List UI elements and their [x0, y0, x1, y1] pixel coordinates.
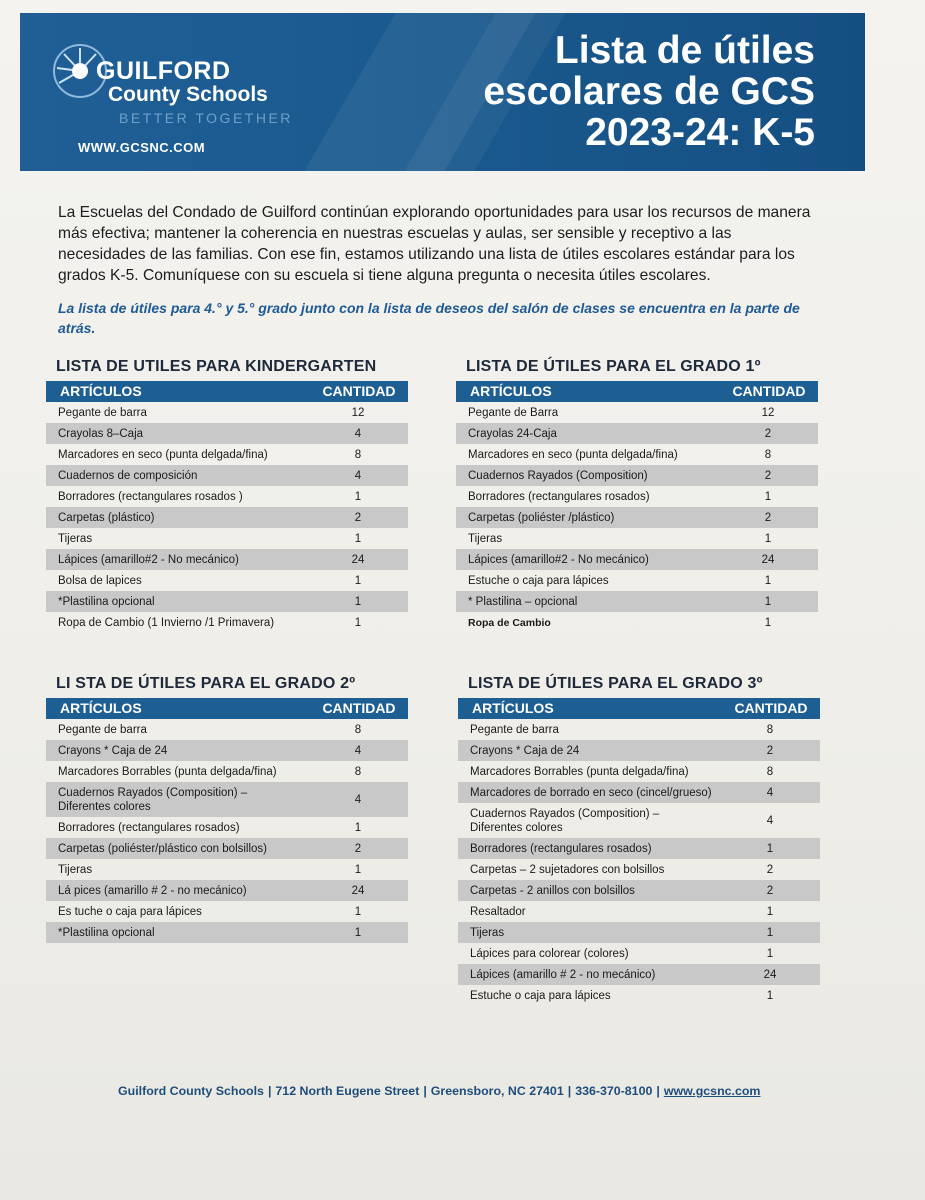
item-quantity: 1: [764, 490, 772, 503]
item-quantity: 4: [354, 469, 362, 482]
item-name: Cuadernos Rayados (Composition): [468, 469, 648, 482]
item-quantity: 12: [761, 406, 775, 419]
table-row: [46, 817, 408, 838]
item-quantity: 1: [764, 532, 772, 545]
item-name: Cuadernos Rayados (Composition) – Diferentes colores: [58, 786, 248, 813]
item-name: *Plastilina opcional: [58, 595, 155, 608]
table-header: [46, 698, 408, 719]
table-row: [46, 591, 408, 612]
item-name: Tijeras: [58, 532, 93, 545]
item-name: Ropa de Cambio (1 Invierno /1 Primavera): [58, 616, 275, 629]
column-header-quantity: CANTIDAD: [732, 383, 806, 399]
item-quantity: 2: [764, 469, 772, 482]
title-line: escolares de GCS: [483, 70, 815, 113]
header-banner: [20, 13, 865, 171]
table-row: [458, 922, 820, 943]
item-quantity: 2: [354, 842, 362, 855]
column-header-quantity: CANTIDAD: [322, 383, 396, 399]
back-page-note: La lista de útiles para 4.° y 5.° grado junto con la lista de deseos del salón de clases se encuentra en la parte de atrás.: [58, 300, 800, 336]
table-row: [46, 402, 408, 423]
item-name: Tijeras: [468, 532, 503, 545]
item-name: Pegante de barra: [470, 723, 559, 736]
item-name: Borradores (rectangulares rosados): [468, 490, 650, 503]
item-quantity: 24: [761, 553, 775, 566]
table-row: [458, 782, 820, 803]
item-name: Marcadores de borrado en seco (cincel/grueso): [470, 786, 712, 799]
item-name: Resaltador: [470, 905, 526, 918]
item-name: Lá pices (amarillo # 2 - no mecánico): [58, 884, 247, 897]
section-title: LISTA DE ÚTILES PARA EL GRADO 3º: [468, 675, 763, 692]
item-quantity: 1: [354, 595, 362, 608]
section-title: LISTA DE UTILES PARA KINDERGARTEN: [56, 358, 377, 375]
column-header-items: ARTÍCULOS: [60, 700, 142, 716]
footer-divider: |: [567, 1084, 572, 1098]
item-quantity: 8: [766, 723, 774, 736]
item-name: Cuadernos de composición: [58, 469, 198, 482]
item-name: Lápices (amarillo # 2 - no mecánico): [470, 968, 656, 981]
item-name: Lápices (amarillo#2 - No mecánico): [468, 553, 649, 566]
item-quantity: 1: [354, 863, 362, 876]
item-quantity: 4: [354, 427, 362, 440]
item-name: Pegante de barra: [58, 723, 147, 736]
item-quantity: 1: [766, 926, 774, 939]
item-quantity: 24: [763, 968, 777, 981]
item-quantity: 2: [766, 744, 774, 757]
table-row: [46, 507, 408, 528]
item-name: Borradores (rectangulares rosados ): [58, 490, 243, 503]
item-quantity: 12: [351, 406, 365, 419]
item-quantity: 2: [766, 863, 774, 876]
item-quantity: 1: [354, 532, 362, 545]
supply-list-grade-3: [458, 673, 820, 1006]
item-quantity: 1: [766, 989, 774, 1002]
table-row: [458, 964, 820, 985]
table-row: [46, 486, 408, 507]
item-quantity: 1: [764, 574, 772, 587]
table-row: [456, 486, 818, 507]
footer-org: Guilford County Schools: [118, 1084, 264, 1098]
item-name: Borradores (rectangulares rosados): [470, 842, 652, 855]
table-row: [456, 444, 818, 465]
table-row: [46, 570, 408, 591]
item-name: Ropa de Cambio: [468, 616, 551, 629]
table-row: [458, 985, 820, 1006]
column-header-quantity: CANTIDAD: [734, 700, 808, 716]
item-quantity: 4: [354, 744, 362, 757]
table-header: [456, 381, 818, 402]
item-quantity: 1: [354, 905, 362, 918]
table-row: [46, 549, 408, 570]
table-row: [458, 719, 820, 740]
table-row: [456, 591, 818, 612]
item-quantity: 24: [351, 553, 365, 566]
item-name: Marcadores en seco (punta delgada/fina): [58, 448, 268, 461]
item-quantity: 2: [354, 511, 362, 524]
item-name: Carpetas – 2 sujetadores con bolsillos: [470, 863, 665, 876]
table-row: [456, 423, 818, 444]
column-header-quantity: CANTIDAD: [322, 700, 396, 716]
brand-subtitle: County Schools: [108, 83, 268, 106]
item-quantity: 1: [354, 821, 362, 834]
table-row: [456, 570, 818, 591]
table-row: [456, 612, 818, 633]
table-body: [456, 402, 818, 633]
item-name: Carpetas (plástico): [58, 511, 155, 524]
brand-name: GUILFORD: [96, 57, 231, 85]
footer-divider: |: [267, 1084, 272, 1098]
supply-list-kindergarten: [46, 356, 408, 633]
footer-divider: |: [656, 1084, 660, 1098]
item-name: Estuche o caja para lápices: [470, 989, 611, 1002]
table-row: [456, 549, 818, 570]
table-body: [46, 719, 408, 943]
item-name: Bolsa de lapices: [58, 574, 142, 587]
item-quantity: 1: [354, 926, 362, 939]
section-title: LISTA DE ÚTILES PARA EL GRADO 1º: [466, 358, 761, 375]
table-row: [46, 922, 408, 943]
table-row: [46, 528, 408, 549]
item-name: Carpetas (poliéster/plástico con bolsillos): [58, 842, 268, 855]
item-quantity: 8: [354, 765, 362, 778]
table-row: [46, 880, 408, 901]
item-name: Crayolas 24-Caja: [468, 427, 557, 440]
item-name: Carpetas - 2 anillos con bolsillos: [470, 884, 635, 897]
footer-phone: 336-370-8100: [575, 1084, 653, 1098]
table-row: [458, 880, 820, 901]
item-quantity: 8: [766, 765, 774, 778]
item-name: Marcadores Borrables (punta delgada/fina): [470, 765, 689, 778]
item-name: Crayons * Caja de 24: [58, 744, 168, 757]
column-header-items: ARTÍCULOS: [472, 700, 554, 716]
item-quantity: 1: [766, 842, 774, 855]
table-body: [46, 402, 408, 633]
item-quantity: 1: [766, 947, 774, 960]
footer-website-link[interactable]: www.gcsnc.com: [663, 1084, 761, 1098]
table-row: [458, 803, 820, 838]
table-row: [458, 859, 820, 880]
table-row: [458, 761, 820, 782]
table-row: [46, 838, 408, 859]
table-row: [46, 423, 408, 444]
item-quantity: 8: [764, 448, 772, 461]
item-name: Pegante de barra: [58, 406, 147, 419]
title-line: Lista de útiles: [554, 29, 815, 72]
column-header-items: ARTÍCULOS: [60, 383, 142, 399]
item-name: Borradores (rectangulares rosados): [58, 821, 240, 834]
supply-list-grade-1: [456, 356, 818, 633]
table-row: [46, 782, 408, 817]
footer-city: Greensboro, NC 27401: [430, 1084, 564, 1098]
item-quantity: 2: [764, 511, 772, 524]
supply-list-grade-2: [46, 673, 408, 943]
item-name: Crayolas 8–Caja: [58, 427, 144, 440]
table-header: [46, 381, 408, 402]
table-row: [46, 612, 408, 633]
item-quantity: 4: [354, 793, 362, 806]
table-row: [458, 943, 820, 964]
item-quantity: 8: [354, 448, 362, 461]
brand-tagline: BETTER TOGETHER: [119, 110, 293, 126]
table-row: [458, 838, 820, 859]
column-header-items: ARTÍCULOS: [470, 383, 552, 399]
footer-address: 712 North Eugene Street: [275, 1084, 420, 1098]
item-quantity: 1: [354, 616, 362, 629]
title-line: 2023-24: K-5: [585, 111, 815, 154]
item-quantity: 1: [764, 616, 772, 629]
item-name: Pegante de Barra: [468, 406, 559, 419]
table-body: [458, 719, 820, 1006]
item-quantity: 2: [766, 884, 774, 897]
table-row: [46, 444, 408, 465]
item-name: *Plastilina opcional: [58, 926, 155, 939]
item-name: Carpetas (poliéster /plástico): [468, 511, 615, 524]
footer-divider: |: [423, 1084, 427, 1098]
table-row: [46, 719, 408, 740]
item-name: Es tuche o caja para lápices: [58, 905, 202, 918]
item-quantity: 1: [354, 490, 362, 503]
item-quantity: 4: [766, 786, 774, 799]
item-name: Lápices (amarillo#2 - No mecánico): [58, 553, 239, 566]
footer-contact: [118, 1084, 808, 1098]
intro-paragraph: La Escuelas del Condado de Guilford continúan explorando oportunidades para usar los recursos de manera más efectiva; mantener la coherencia en nuestras escuelas y aulas, ser sensible y receptivo a las necesidades de las familias. Con ese fin, estamos utilizando una lista de útiles escolares estándar para los grados K-5. Comuníquese con su escuela si tiene alguna pregunta o necesita útiles escolares.: [58, 204, 811, 284]
table-row: [46, 761, 408, 782]
item-name: Marcadores Borrables (punta delgada/fina): [58, 765, 277, 778]
item-quantity: 1: [354, 574, 362, 587]
item-name: Lápices para colorear (colores): [470, 947, 629, 960]
item-name: Crayons * Caja de 24: [470, 744, 580, 757]
item-name: Marcadores en seco (punta delgada/fina): [468, 448, 678, 461]
table-row: [46, 465, 408, 486]
item-quantity: 4: [766, 814, 774, 827]
table-row: [46, 859, 408, 880]
table-header: [458, 698, 820, 719]
table-row: [456, 465, 818, 486]
item-name: Estuche o caja para lápices: [468, 574, 609, 587]
section-title: LI STA DE ÚTILES PARA EL GRADO 2º: [56, 675, 356, 692]
table-row: [456, 507, 818, 528]
table-row: [46, 740, 408, 761]
table-row: [46, 901, 408, 922]
table-row: [458, 740, 820, 761]
item-name: Tijeras: [58, 863, 93, 876]
item-name: Tijeras: [470, 926, 505, 939]
table-row: [456, 528, 818, 549]
item-quantity: 1: [764, 595, 772, 608]
item-quantity: 24: [351, 884, 365, 897]
table-row: [456, 402, 818, 423]
table-row: [458, 901, 820, 922]
item-name: Cuadernos Rayados (Composition) – Diferentes colores: [470, 807, 660, 834]
page-title: [395, 30, 815, 153]
item-quantity: 1: [766, 905, 774, 918]
item-name: * Plastilina – opcional: [468, 595, 578, 608]
brand-url: WWW.GCSNC.COM: [78, 140, 206, 155]
item-quantity: 8: [354, 723, 362, 736]
item-quantity: 2: [764, 427, 772, 440]
